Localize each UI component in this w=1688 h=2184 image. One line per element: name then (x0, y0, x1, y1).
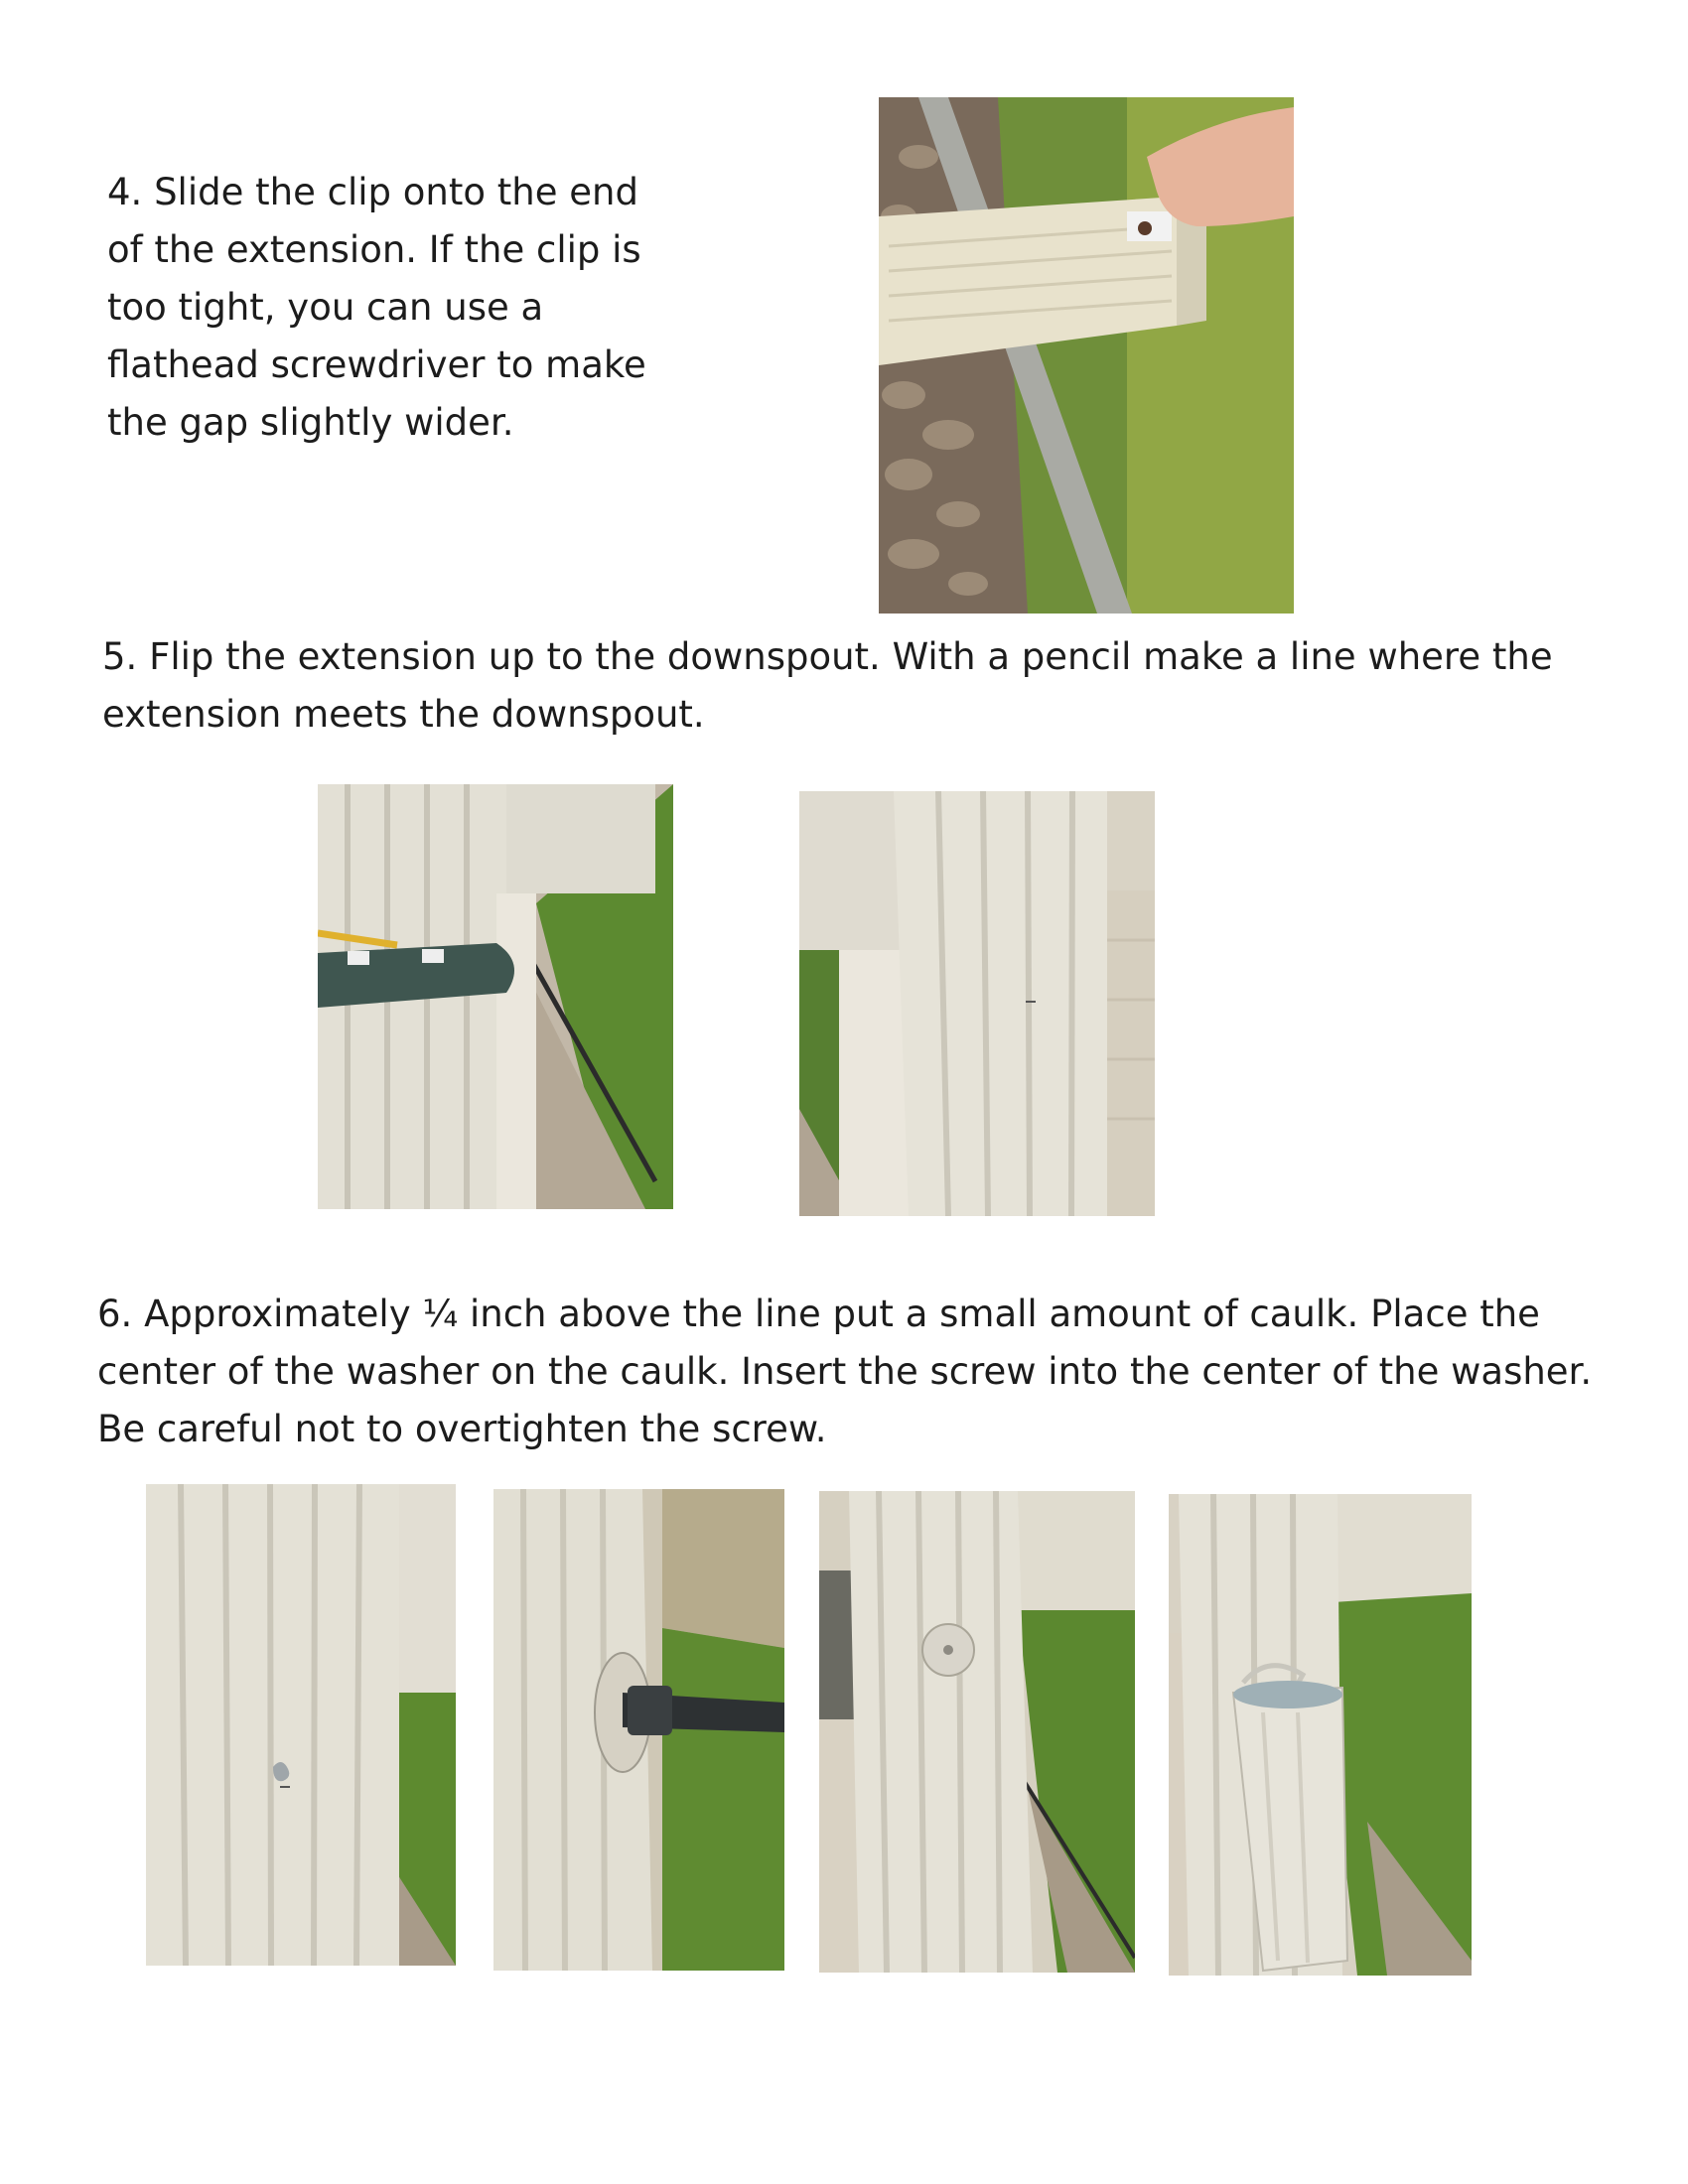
washer-installed-photo (819, 1491, 1135, 1973)
step-6-line: center of the washer on the caulk. Insert the screw into the center of the washer. (97, 1350, 1593, 1393)
step-6-line: Be careful not to overtighten the screw. (97, 1408, 827, 1450)
step-4-line: too tight, you can use a (107, 286, 544, 329)
step-4-line: the gap slightly wider. (107, 401, 514, 444)
clip-on-extension-photo (879, 97, 1294, 614)
step-6-line: 6. Approximately ¼ inch above the line put a small amount of caulk. Place the (97, 1293, 1540, 1335)
step-4-line: of the extension. If the clip is (107, 228, 641, 271)
step-5-instruction (102, 628, 1651, 744)
step-4-line: 4. Slide the clip onto the end (107, 171, 638, 213)
screwdriver-washer-photo (493, 1489, 784, 1971)
caulk-dab-photo (146, 1484, 456, 1966)
step-5-line: extension meets the downspout. (102, 693, 705, 736)
step-4-instruction (107, 164, 663, 452)
extension-flipped-up-photo (799, 791, 1155, 1216)
extension-hung-photo (1169, 1494, 1472, 1976)
step-4-line: flathead screwdriver to make (107, 343, 646, 386)
step-6-instruction (97, 1286, 1656, 1458)
pencil-marking-photo (318, 784, 673, 1209)
step-5-line: 5. Flip the extension up to the downspout. With a pencil make a line where the (102, 635, 1553, 678)
